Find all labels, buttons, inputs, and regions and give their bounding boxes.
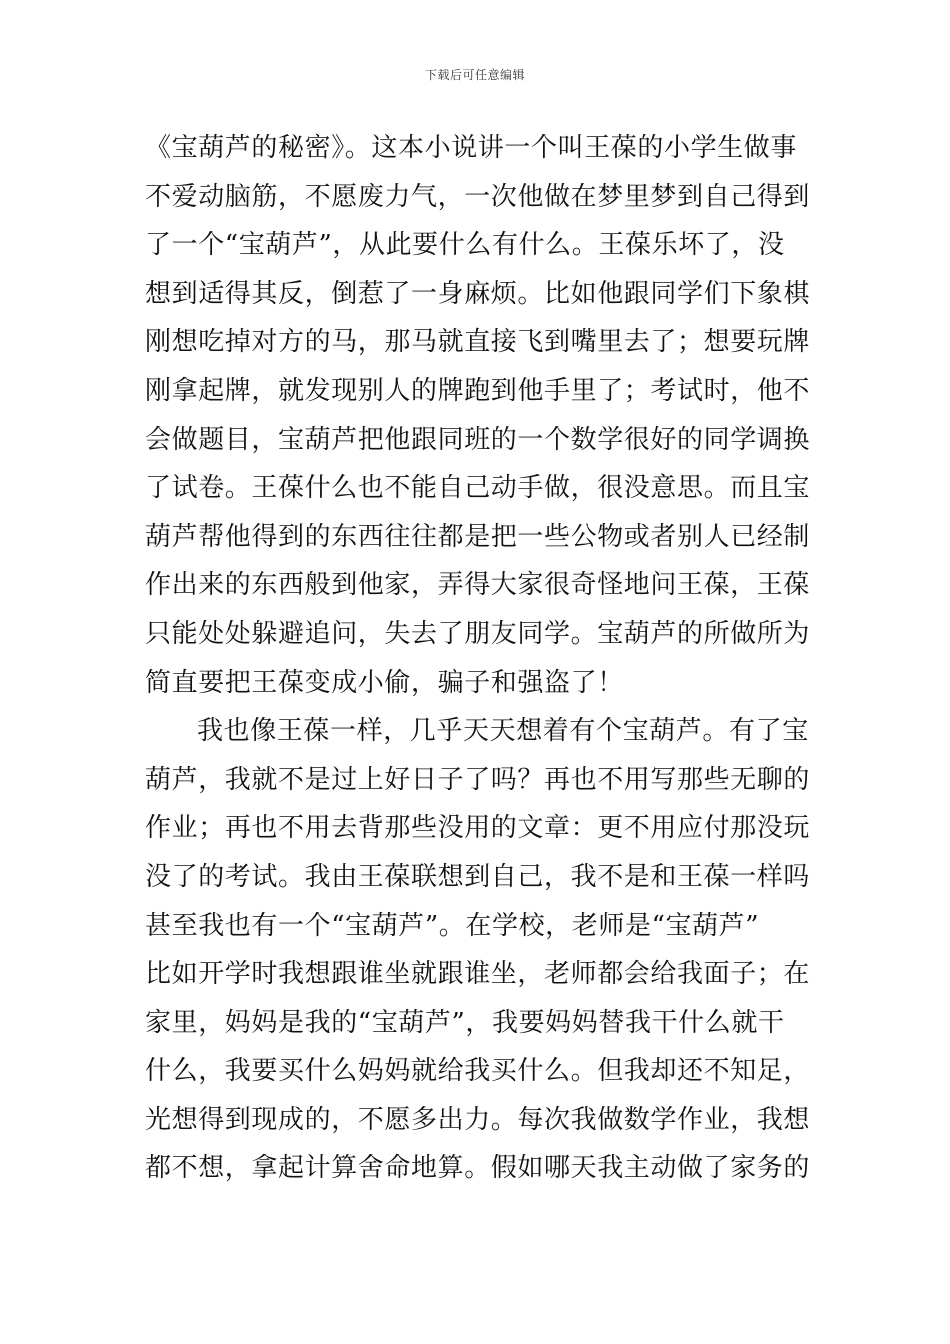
text-line: 葫芦帮他得到的东西往往都是把一些公物或者别人已经制 bbox=[145, 521, 811, 552]
text-line: 光想得到现成的，不愿多出力。每次我做数学作业，我想 bbox=[145, 1104, 811, 1135]
text-line: 了试卷。王葆什么也不能自己动手做，很没意思。而且宝 bbox=[145, 473, 811, 504]
paragraph-1 bbox=[145, 124, 810, 707]
text-line: 都不想，拿起计算舍命地算。假如哪天我主动做了家务的 bbox=[145, 1153, 811, 1184]
paragraph-2 bbox=[145, 707, 810, 1193]
text-line: 葫芦，我就不是过上好日子了吗？再也不用写那些无聊的 bbox=[145, 764, 811, 795]
text-line: 不爱动脑筋，不愿废力气，一次他做在梦里梦到自己得到 bbox=[145, 181, 811, 212]
text-line: 了一个“宝葫芦”，从此要什么有什么。王葆乐坏了，没 bbox=[145, 230, 785, 261]
text-line: 家里，妈妈是我的“宝葫芦”，我要妈妈替我干什么就干 bbox=[145, 1007, 785, 1038]
header-note: 下载后可任意编辑 bbox=[424, 68, 525, 82]
text-line: 简直要把王葆变成小偷，骗子和强盗了！ bbox=[145, 667, 624, 698]
text-line: 没了的考试。我由王葆联想到自己，我不是和王葆一样吗 bbox=[145, 861, 811, 892]
text-line: 只能处处躲避追问，失去了朋友同学。宝葫芦的所做所为 bbox=[145, 618, 811, 649]
body-text bbox=[145, 124, 810, 1193]
text-line: 甚至我也有一个“宝葫芦”。在学校，老师是“宝葫芦” bbox=[145, 910, 760, 941]
text-line: 比如开学时我想跟谁坐就跟谁坐，老师都会给我面子；在 bbox=[145, 959, 811, 990]
text-line: 刚想吃掉对方的马，那马就直接飞到嘴里去了；想要玩牌 bbox=[145, 327, 811, 358]
text-line: 会做题目，宝葫芦把他跟同班的一个数学很好的同学调换 bbox=[145, 424, 811, 455]
text-line: 作出来的东西般到他家，弄得大家很奇怪地问王葆，王葆 bbox=[145, 570, 811, 601]
text-line: 想到适得其反，倒惹了一身麻烦。比如他跟同学们下象棋 bbox=[145, 278, 811, 309]
text-line: 刚拿起牌，就发现别人的牌跑到他手里了；考试时，他不 bbox=[145, 375, 811, 406]
text-line: 作业；再也不用去背那些没用的文章：更不用应付那没玩 bbox=[145, 813, 811, 844]
text-line: 《宝葫芦的秘密》。这本小说讲一个叫王葆的小学生做事 bbox=[145, 133, 798, 163]
text-line: 我也像王葆一样，几乎天天想着有个宝葫芦。有了宝 bbox=[197, 716, 809, 747]
text-line: 什么，我要买什么妈妈就给我买什么。但我却还不知足， bbox=[145, 1056, 811, 1087]
